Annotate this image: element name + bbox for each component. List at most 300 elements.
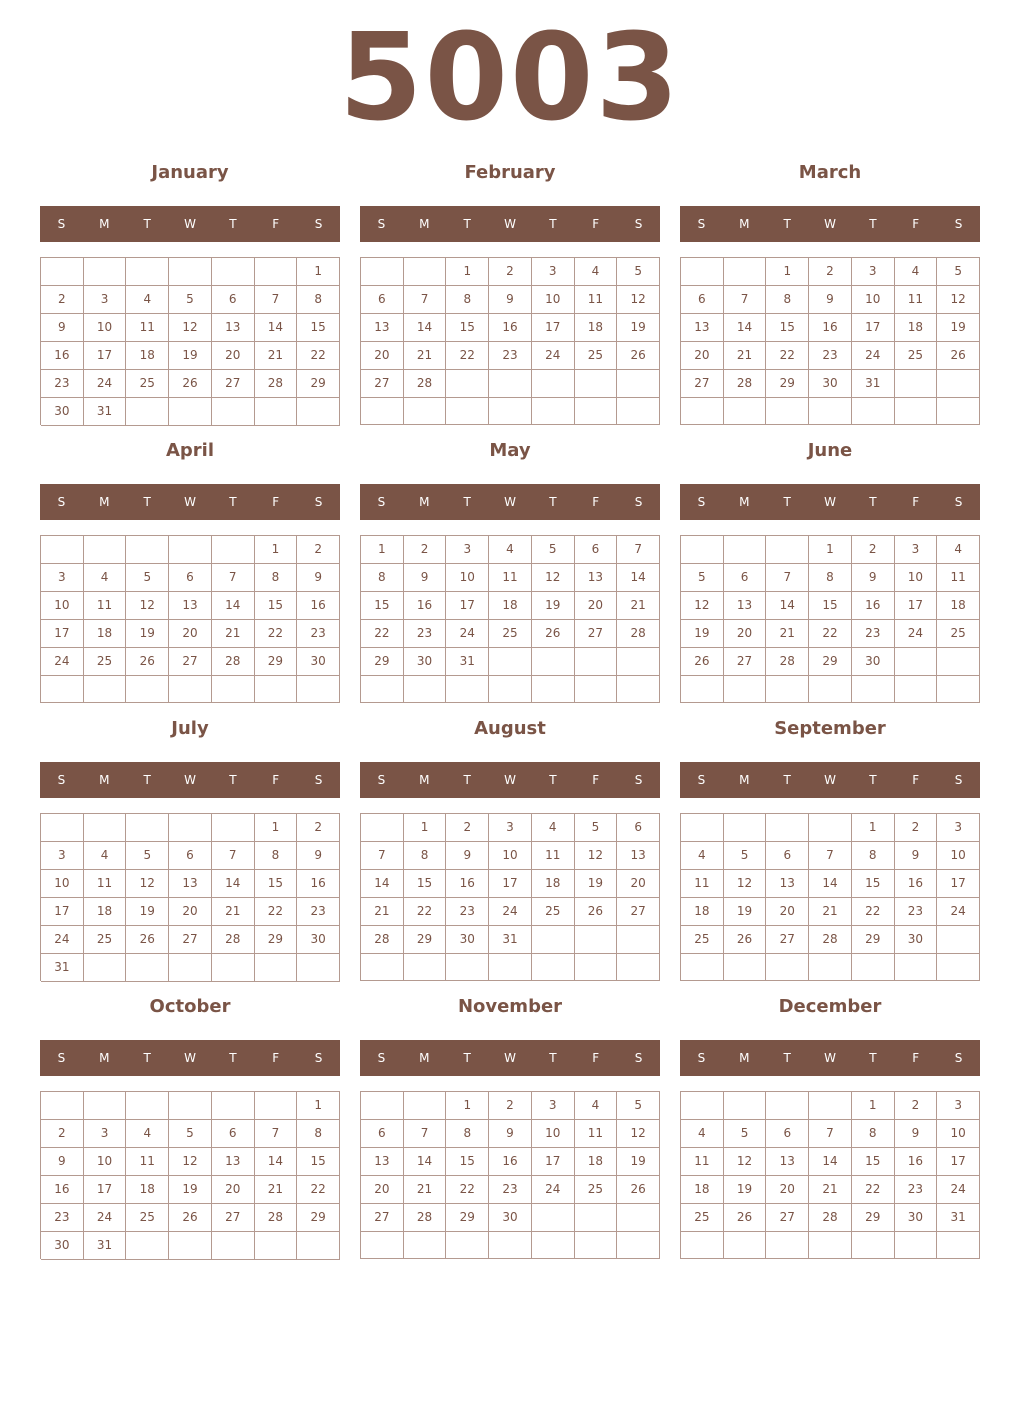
day-cell: 22 xyxy=(766,342,809,370)
day-cell: 12 xyxy=(617,286,660,314)
day-cell: 4 xyxy=(681,1120,724,1148)
empty-cell xyxy=(575,648,618,676)
day-cell: 2 xyxy=(852,536,895,564)
day-cell: 10 xyxy=(84,314,127,342)
day-cell: 17 xyxy=(937,870,980,898)
day-cell: 17 xyxy=(895,592,938,620)
day-cell: 1 xyxy=(255,814,298,842)
day-cell: 24 xyxy=(489,898,532,926)
weekday-label: S xyxy=(954,1051,963,1065)
day-cell: 6 xyxy=(766,1120,809,1148)
weekday-label: T xyxy=(783,217,791,231)
empty-cell xyxy=(809,398,852,425)
day-cell: 11 xyxy=(575,1120,618,1148)
day-cell: 11 xyxy=(575,286,618,314)
day-grid xyxy=(360,1091,660,1259)
empty-cell xyxy=(766,676,809,703)
day-cell: 21 xyxy=(809,898,852,926)
day-cell: 15 xyxy=(297,314,340,342)
day-cell: 8 xyxy=(255,564,298,592)
day-cell: 9 xyxy=(852,564,895,592)
empty-cell xyxy=(404,676,447,703)
day-cell: 30 xyxy=(41,1232,84,1260)
day-cell: 4 xyxy=(489,536,532,564)
day-cell: 14 xyxy=(809,870,852,898)
day-cell: 3 xyxy=(937,1092,980,1120)
day-cell: 28 xyxy=(212,648,255,676)
day-cell: 12 xyxy=(681,592,724,620)
weekday-label: F xyxy=(272,495,280,509)
day-cell: 20 xyxy=(766,898,809,926)
day-cell: 7 xyxy=(766,564,809,592)
day-cell: 20 xyxy=(212,1176,255,1204)
weekday-label: T xyxy=(869,495,877,509)
day-cell: 7 xyxy=(212,564,255,592)
day-grid xyxy=(40,813,340,981)
day-cell: 20 xyxy=(724,620,767,648)
day-cell: 25 xyxy=(126,370,169,398)
day-cell: 10 xyxy=(895,564,938,592)
day-cell: 14 xyxy=(404,1148,447,1176)
day-cell: 1 xyxy=(297,258,340,286)
empty-cell xyxy=(809,1232,852,1259)
day-cell: 5 xyxy=(937,258,980,286)
weekday-label: F xyxy=(912,495,920,509)
day-cell: 4 xyxy=(895,258,938,286)
weekday-label: T xyxy=(549,495,557,509)
day-cell: 4 xyxy=(84,564,127,592)
day-cell: 19 xyxy=(169,342,212,370)
weekday-label: S xyxy=(634,1051,643,1065)
empty-cell xyxy=(489,370,532,398)
day-cell: 23 xyxy=(895,1176,938,1204)
day-cell: 20 xyxy=(169,898,212,926)
weekday-label: S xyxy=(377,495,386,509)
day-cell: 16 xyxy=(852,592,895,620)
weekday-label: T xyxy=(143,495,151,509)
weekday-label: M xyxy=(739,217,750,231)
empty-cell xyxy=(489,676,532,703)
weekday-label: S xyxy=(954,773,963,787)
day-cell: 2 xyxy=(41,286,84,314)
day-cell: 21 xyxy=(255,1176,298,1204)
day-cell: 29 xyxy=(809,648,852,676)
day-cell: 19 xyxy=(937,314,980,342)
day-cell: 20 xyxy=(575,592,618,620)
day-cell: 22 xyxy=(255,620,298,648)
day-cell: 1 xyxy=(404,814,447,842)
day-cell: 19 xyxy=(724,898,767,926)
day-cell: 24 xyxy=(446,620,489,648)
day-cell: 5 xyxy=(617,258,660,286)
empty-cell xyxy=(297,1232,340,1260)
day-cell: 28 xyxy=(809,926,852,954)
weekday-label: W xyxy=(184,217,196,231)
day-cell: 14 xyxy=(212,870,255,898)
empty-cell xyxy=(681,814,724,842)
day-cell: 7 xyxy=(809,1120,852,1148)
day-cell: 27 xyxy=(724,648,767,676)
day-cell: 17 xyxy=(852,314,895,342)
empty-cell xyxy=(212,814,255,842)
day-cell: 27 xyxy=(169,648,212,676)
empty-cell xyxy=(895,954,938,981)
day-cell: 31 xyxy=(852,370,895,398)
day-cell: 27 xyxy=(575,620,618,648)
day-cell: 30 xyxy=(895,1204,938,1232)
day-cell: 22 xyxy=(852,898,895,926)
weekday-label: T xyxy=(143,217,151,231)
day-cell: 12 xyxy=(724,1148,767,1176)
empty-cell xyxy=(575,926,618,954)
day-cell: 9 xyxy=(297,842,340,870)
day-cell: 4 xyxy=(681,842,724,870)
day-cell: 19 xyxy=(575,870,618,898)
day-cell: 10 xyxy=(852,286,895,314)
day-cell: 10 xyxy=(446,564,489,592)
day-cell: 3 xyxy=(532,258,575,286)
day-cell: 2 xyxy=(809,258,852,286)
empty-cell xyxy=(724,398,767,425)
empty-cell xyxy=(169,536,212,564)
month-name: June xyxy=(807,440,853,461)
weekday-header xyxy=(680,1040,980,1076)
empty-cell xyxy=(361,1232,404,1259)
empty-cell xyxy=(766,814,809,842)
weekday-label: W xyxy=(824,1051,836,1065)
day-cell: 29 xyxy=(404,926,447,954)
empty-cell xyxy=(937,370,980,398)
weekday-label: W xyxy=(184,1051,196,1065)
weekday-label: S xyxy=(57,217,66,231)
weekday-header xyxy=(360,484,660,520)
day-cell: 29 xyxy=(361,648,404,676)
day-cell: 18 xyxy=(126,342,169,370)
day-cell: 11 xyxy=(681,1148,724,1176)
day-cell: 11 xyxy=(532,842,575,870)
day-cell: 13 xyxy=(212,314,255,342)
weekday-label: M xyxy=(99,1051,110,1065)
empty-cell xyxy=(852,954,895,981)
day-cell: 24 xyxy=(937,898,980,926)
day-cell: 5 xyxy=(126,842,169,870)
day-cell: 9 xyxy=(895,1120,938,1148)
day-cell: 9 xyxy=(895,842,938,870)
empty-cell xyxy=(212,398,255,426)
day-cell: 22 xyxy=(404,898,447,926)
day-cell: 17 xyxy=(41,898,84,926)
day-cell: 19 xyxy=(724,1176,767,1204)
year-title: 5003 xyxy=(339,9,681,148)
empty-cell xyxy=(681,1092,724,1120)
empty-cell xyxy=(255,398,298,426)
day-cell: 12 xyxy=(126,870,169,898)
day-cell: 30 xyxy=(895,926,938,954)
empty-cell xyxy=(361,676,404,703)
empty-cell xyxy=(41,536,84,564)
empty-cell xyxy=(126,954,169,982)
day-cell: 7 xyxy=(617,536,660,564)
weekday-label: T xyxy=(229,495,237,509)
day-cell: 25 xyxy=(84,926,127,954)
day-cell: 11 xyxy=(937,564,980,592)
empty-cell xyxy=(681,536,724,564)
empty-cell xyxy=(617,954,660,981)
empty-cell xyxy=(681,676,724,703)
day-cell: 20 xyxy=(361,342,404,370)
day-cell: 1 xyxy=(255,536,298,564)
empty-cell xyxy=(361,1092,404,1120)
day-cell: 31 xyxy=(84,1232,127,1260)
weekday-label: M xyxy=(739,1051,750,1065)
day-cell: 6 xyxy=(681,286,724,314)
empty-cell xyxy=(532,1204,575,1232)
day-cell: 15 xyxy=(255,870,298,898)
empty-cell xyxy=(126,398,169,426)
weekday-label: M xyxy=(99,773,110,787)
day-cell: 1 xyxy=(852,814,895,842)
empty-cell xyxy=(617,676,660,703)
empty-cell xyxy=(681,954,724,981)
empty-cell xyxy=(895,1232,938,1259)
day-cell: 5 xyxy=(617,1092,660,1120)
day-cell: 5 xyxy=(724,1120,767,1148)
day-cell: 12 xyxy=(724,870,767,898)
weekday-label: W xyxy=(824,773,836,787)
empty-cell xyxy=(212,954,255,982)
day-cell: 13 xyxy=(766,870,809,898)
day-cell: 22 xyxy=(297,1176,340,1204)
empty-cell xyxy=(126,676,169,703)
day-cell: 3 xyxy=(937,814,980,842)
day-cell: 12 xyxy=(532,564,575,592)
empty-cell xyxy=(937,648,980,676)
empty-cell xyxy=(617,1232,660,1259)
day-cell: 26 xyxy=(169,370,212,398)
weekday-label: W xyxy=(504,1051,516,1065)
weekday-label: T xyxy=(549,773,557,787)
day-cell: 16 xyxy=(895,1148,938,1176)
empty-cell xyxy=(852,1232,895,1259)
empty-cell xyxy=(681,258,724,286)
day-cell: 1 xyxy=(766,258,809,286)
weekday-label: T xyxy=(783,495,791,509)
day-cell: 18 xyxy=(681,898,724,926)
day-cell: 27 xyxy=(681,370,724,398)
weekday-label: S xyxy=(57,495,66,509)
day-cell: 7 xyxy=(724,286,767,314)
day-cell: 11 xyxy=(895,286,938,314)
empty-cell xyxy=(681,1232,724,1259)
weekday-header xyxy=(40,484,340,520)
day-cell: 22 xyxy=(446,1176,489,1204)
day-cell: 16 xyxy=(809,314,852,342)
day-cell: 18 xyxy=(937,592,980,620)
day-cell: 10 xyxy=(937,842,980,870)
day-cell: 21 xyxy=(361,898,404,926)
empty-cell xyxy=(41,814,84,842)
empty-cell xyxy=(724,676,767,703)
day-cell: 28 xyxy=(766,648,809,676)
day-cell: 18 xyxy=(84,898,127,926)
day-cell: 30 xyxy=(809,370,852,398)
day-cell: 7 xyxy=(255,286,298,314)
empty-cell xyxy=(297,676,340,703)
weekday-label: T xyxy=(869,217,877,231)
day-cell: 28 xyxy=(617,620,660,648)
day-cell: 20 xyxy=(361,1176,404,1204)
empty-cell xyxy=(532,648,575,676)
day-cell: 3 xyxy=(489,814,532,842)
empty-cell xyxy=(724,814,767,842)
day-cell: 27 xyxy=(169,926,212,954)
day-cell: 25 xyxy=(575,1176,618,1204)
weekday-label: S xyxy=(634,495,643,509)
empty-cell xyxy=(937,676,980,703)
day-cell: 8 xyxy=(809,564,852,592)
empty-cell xyxy=(489,648,532,676)
day-cell: 9 xyxy=(489,1120,532,1148)
day-cell: 26 xyxy=(617,1176,660,1204)
weekday-label: S xyxy=(314,217,323,231)
day-cell: 15 xyxy=(852,870,895,898)
day-cell: 21 xyxy=(617,592,660,620)
day-cell: 30 xyxy=(446,926,489,954)
weekday-header xyxy=(360,762,660,798)
day-cell: 11 xyxy=(126,314,169,342)
day-grid xyxy=(360,813,660,981)
empty-cell xyxy=(169,814,212,842)
day-cell: 23 xyxy=(41,370,84,398)
day-cell: 5 xyxy=(575,814,618,842)
day-grid xyxy=(40,535,340,703)
day-cell: 21 xyxy=(809,1176,852,1204)
day-cell: 11 xyxy=(489,564,532,592)
day-cell: 15 xyxy=(361,592,404,620)
day-cell: 19 xyxy=(532,592,575,620)
day-cell: 14 xyxy=(212,592,255,620)
weekday-label: T xyxy=(229,217,237,231)
day-cell: 29 xyxy=(297,1204,340,1232)
day-cell: 16 xyxy=(41,1176,84,1204)
day-cell: 25 xyxy=(489,620,532,648)
day-cell: 6 xyxy=(361,1120,404,1148)
empty-cell xyxy=(766,954,809,981)
day-cell: 6 xyxy=(169,842,212,870)
day-cell: 6 xyxy=(212,286,255,314)
month-name: December xyxy=(778,996,882,1017)
weekday-label: F xyxy=(592,217,600,231)
day-cell: 7 xyxy=(361,842,404,870)
weekday-label: W xyxy=(504,495,516,509)
day-cell: 3 xyxy=(895,536,938,564)
weekday-label: F xyxy=(592,1051,600,1065)
weekday-label: T xyxy=(229,773,237,787)
day-cell: 16 xyxy=(404,592,447,620)
empty-cell xyxy=(489,1232,532,1259)
day-cell: 25 xyxy=(937,620,980,648)
weekday-label: T xyxy=(143,773,151,787)
day-cell: 2 xyxy=(895,1092,938,1120)
day-cell: 4 xyxy=(575,1092,618,1120)
empty-cell xyxy=(255,1232,298,1260)
day-grid xyxy=(680,257,980,425)
weekday-header xyxy=(40,762,340,798)
day-cell: 8 xyxy=(255,842,298,870)
day-grid xyxy=(40,257,340,425)
day-cell: 10 xyxy=(41,870,84,898)
empty-cell xyxy=(84,676,127,703)
empty-cell xyxy=(169,1092,212,1120)
empty-cell xyxy=(212,676,255,703)
day-cell: 14 xyxy=(724,314,767,342)
day-cell: 1 xyxy=(446,1092,489,1120)
weekday-label: S xyxy=(697,495,706,509)
weekday-label: S xyxy=(697,1051,706,1065)
day-cell: 30 xyxy=(404,648,447,676)
weekday-label: S xyxy=(377,1051,386,1065)
day-cell: 3 xyxy=(41,564,84,592)
day-cell: 2 xyxy=(489,1092,532,1120)
day-cell: 24 xyxy=(895,620,938,648)
day-cell: 5 xyxy=(169,286,212,314)
day-cell: 27 xyxy=(766,926,809,954)
day-cell: 2 xyxy=(404,536,447,564)
day-cell: 2 xyxy=(895,814,938,842)
day-cell: 19 xyxy=(126,898,169,926)
weekday-label: F xyxy=(272,1051,280,1065)
weekday-label: S xyxy=(954,217,963,231)
day-cell: 19 xyxy=(681,620,724,648)
empty-cell xyxy=(169,258,212,286)
day-cell: 7 xyxy=(404,286,447,314)
day-cell: 4 xyxy=(575,258,618,286)
day-cell: 19 xyxy=(169,1176,212,1204)
day-cell: 22 xyxy=(255,898,298,926)
empty-cell xyxy=(126,1232,169,1260)
day-cell: 31 xyxy=(937,1204,980,1232)
day-cell: 16 xyxy=(41,342,84,370)
weekday-label: S xyxy=(314,773,323,787)
month-name: November xyxy=(457,996,563,1017)
weekday-label: S xyxy=(697,773,706,787)
day-cell: 16 xyxy=(489,314,532,342)
empty-cell xyxy=(212,536,255,564)
empty-cell xyxy=(895,676,938,703)
day-cell: 14 xyxy=(766,592,809,620)
day-cell: 23 xyxy=(297,898,340,926)
day-cell: 28 xyxy=(255,1204,298,1232)
day-grid xyxy=(40,1091,340,1259)
day-cell: 4 xyxy=(937,536,980,564)
empty-cell xyxy=(169,676,212,703)
day-cell: 25 xyxy=(681,1204,724,1232)
day-cell: 10 xyxy=(489,842,532,870)
weekday-label: T xyxy=(463,1051,471,1065)
day-cell: 15 xyxy=(255,592,298,620)
day-grid xyxy=(360,257,660,425)
day-cell: 10 xyxy=(84,1148,127,1176)
day-cell: 30 xyxy=(297,648,340,676)
day-cell: 10 xyxy=(532,286,575,314)
day-cell: 31 xyxy=(489,926,532,954)
day-cell: 18 xyxy=(489,592,532,620)
empty-cell xyxy=(126,1092,169,1120)
weekday-header xyxy=(360,1040,660,1076)
day-cell: 14 xyxy=(809,1148,852,1176)
day-cell: 13 xyxy=(617,842,660,870)
weekday-label: F xyxy=(272,773,280,787)
